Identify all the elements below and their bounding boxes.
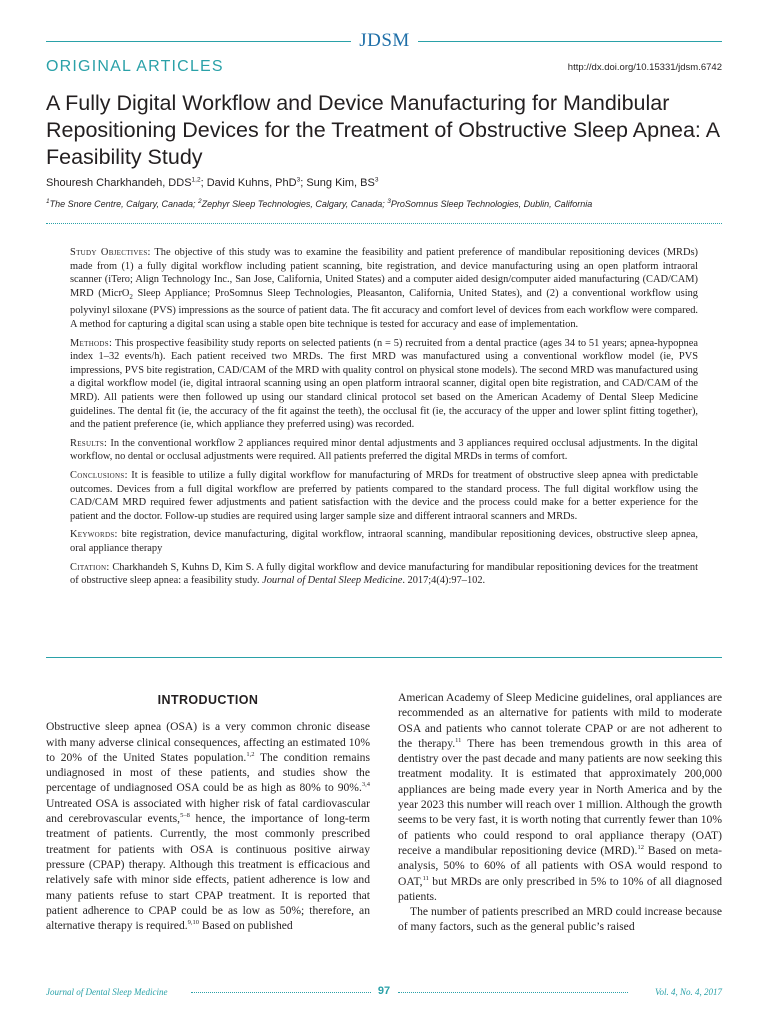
conclusions-text: It is feasible to utilize a fully digital workflow for manufacturing of MRDs for treatment of obstructive sleep apnea with predictable outcomes. Devices from a full digital workflow are preferred by patients compared to the standard process. The full digital workflow using the CAD/CAM MRD required fewer adjustments and patient satisfaction with the device and the process could make for a better experience for the patient and the doctor. Follow-up studies are required using larger sample size and different intraoral scanners and MRDs.	[70, 469, 698, 522]
affiliation-3-marker: 3	[387, 198, 391, 205]
abstract-methods	[70, 337, 698, 432]
objectives-text-cont: Sleep Appliance; ProSomnus Sleep Technologies, Pleasanton, California, United States), and (2) a conventional workflow using polyvinyl siloxane (PVS) impressions as the source of patient data. The fit accuracy and comfort level of devices from each workflow were compared. A method for capturing a digital scan using a stable open bite technique is tested for accuracy and ease of implementation.	[70, 287, 698, 331]
intro-paragraph-2: The number of patients prescribed an MRD could increase because of many factors, such as the general public’s raised	[398, 905, 722, 934]
affiliation-3: ProSomnus Sleep Technologies, Dublin, California	[390, 199, 593, 209]
abstract-keywords	[70, 528, 698, 555]
intro-p2-text: American Academy of Sleep Medicine guidelines, oral appliances are recommended as an alternative for patients with mild to moderate OSA and patients who cannot tolerate CPAP or are not adherent to the therapy.	[398, 691, 722, 750]
article-title: A Fully Digital Workflow and Device Manufacturing for Mandibular Repositioning Devices for the Treatment of Obstructive Sleep Apnea: A Feasibility Study	[46, 91, 719, 169]
affiliation-1-marker: 1	[46, 198, 50, 205]
journal-logo: JDSM	[359, 30, 410, 51]
header-rule-right	[418, 41, 722, 42]
section-label: ORIGINAL ARTICLES	[46, 58, 224, 75]
intro-p1-text: Untreated OSA is associated with higher risk of fatal cardiovascular and cerebrovascular events,	[46, 796, 370, 826]
citation-ref: 9,10	[187, 919, 200, 927]
doi-link[interactable]: http://dx.doi.org/10.15331/jdsm.6742	[567, 62, 722, 73]
citation-journal: Journal of Dental Sleep Medicine	[262, 575, 403, 587]
objectives-text: The objective of this study was to examine the feasibility and patient preference of mandibular repositioning devices (MRDs) made from (1) a fully digital workflow including patient scanning, bite registration, and device manufacturing using an open platform intraoral scanner (iTero; Align Technology Inc., San Jose, California, United States) and a computer aided design/computer aided manufacturing (CAD/CAM) MRD (MicrO	[70, 247, 698, 299]
page-number: 97	[377, 985, 391, 997]
intro-paragraph-1	[46, 719, 370, 933]
affiliation-2: Zephyr Sleep Technologies, Calgary, Canada;	[201, 199, 388, 209]
citation-label: Citation:	[70, 561, 110, 573]
author-3: Sung Kim, BS	[306, 177, 375, 189]
footer-rule-right	[398, 992, 628, 993]
keywords-label: Keywords:	[70, 529, 118, 541]
methods-label: Methods:	[70, 337, 113, 349]
abstract-results	[70, 437, 698, 464]
abstract-bottom-rule	[46, 657, 722, 658]
methods-text: This prospective feasibility study reports on selected patients (n = 5) recruited from a dental practice (ages 34 to 51 years; apnea-hypopnea index 1–32 events/h). Each patient received two MRDs. The first MRD was manufactured using a conventional workflow model (ie, PVS impressions, PVS bite registration, CAD/CAM of the MRD with quality control on physical stone models). The second MRD was manufactured using a digital workflow model (ie, digital intraoral scanning using an open platform intraoral scanner, digital open bite registration, and CAD/CAM of the MRD). All patients were then followed up using our standard clinical protocol set based on the American Academy of Dental Sleep Medicine guidelines. The dental fit (ie, the accuracy of the fit against the teeth), the occlusal fit (ie, the accuracy of the upper and lower splint fitting together), and the patient preference (ie, which appliance they preferred using) was recorded.	[70, 337, 698, 431]
citation-ref: 3,4	[361, 781, 370, 789]
body-column-left	[46, 690, 370, 933]
intro-p1-text: The condition remains undiagnosed in most of these patients, and studies show the percentage of undiagnosed OSA could be as high as 80% to 90%.	[46, 750, 370, 795]
intro-p2-text: but MRDs are only prescribed in 5% to 10% of all diagnosed patients.	[398, 874, 722, 903]
author-list	[46, 177, 378, 189]
citation-text-end: . 2017;4(4):97–102.	[402, 575, 486, 587]
affiliation-1: The Snore Centre, Calgary, Canada;	[49, 199, 199, 209]
intro-p1-text: hence, the importance of long-term treatment of patients. Currently, the most commonly prescribed treatment for patients with OSA is continuous positive airway pressure (CPAP) therapy. Although this treatment is efficacious and relatively safe with minor side effects, patient adherence is low and many patients refuse to start CPAP treatment. It is reported that patient adherence to CPAP could be as low as 50%; therefore, an alternative therapy is required.	[46, 812, 370, 933]
abstract-objectives	[70, 246, 698, 332]
intro-p1-text: Based on published	[199, 919, 293, 933]
page-footer	[46, 985, 722, 1001]
abstract-top-rule	[46, 223, 722, 224]
citation-ref: 11	[455, 737, 462, 745]
footer-journal-name: Journal of Dental Sleep Medicine	[46, 987, 168, 997]
affiliation-list	[46, 199, 592, 209]
abstract-body	[70, 246, 698, 593]
objectives-subscript: 2	[129, 292, 133, 301]
author-separator: ;	[300, 177, 307, 189]
intro-p1-text: Obstructive sleep apnea (OSA) is a very common chronic disease with many adverse clinical consequences, affecting an estimated 10% to 20% of the United States population.	[46, 720, 370, 764]
abstract-conclusions	[70, 469, 698, 523]
intro-p2-text: Based on meta-analysis, 50% to 60% of all patients with OSA would respond to OAT,	[398, 843, 723, 888]
citation-ref: 11	[422, 874, 429, 882]
results-label: Results:	[70, 437, 108, 449]
author-2-affil: 3	[296, 176, 301, 184]
abstract-box	[46, 223, 722, 658]
conclusions-label: Conclusions:	[70, 469, 128, 481]
intro-paragraph-1-cont	[398, 690, 722, 904]
affiliation-2-marker: 2	[198, 198, 202, 205]
objectives-label: Study Objectives:	[70, 247, 151, 258]
author-1-affil: 1,2	[191, 176, 201, 184]
citation-text: Charkhandeh S, Kuhns D, Kim S. A fully digital workflow and device manufacturing for mandibular repositioning devices for the treatment of obstructive sleep apnea: a feasibility study.	[70, 561, 698, 587]
footer-rule-left	[191, 992, 371, 993]
author-2: David Kuhns, PhD	[206, 177, 297, 189]
citation-ref: 12	[637, 844, 644, 852]
author-3-affil: 3	[374, 176, 379, 184]
footer-volume: Vol. 4, No. 4, 2017	[654, 987, 722, 997]
section-heading-introduction: INTRODUCTION	[157, 693, 259, 707]
header-rule-left	[46, 41, 351, 42]
journal-header	[46, 30, 722, 52]
citation-ref: 1,2	[246, 751, 255, 759]
abstract-citation	[70, 561, 698, 588]
author-separator: ;	[200, 177, 207, 189]
results-text: In the conventional workflow 2 appliances required minor dental adjustments and 3 appliances required occlusal adjustments. In the digital workflow, no dental or occlusal adjustments were required. All patients preferred the digital MRDs in terms of comfort.	[70, 437, 698, 463]
body-column-right	[398, 690, 722, 935]
citation-ref: 5–8	[180, 812, 190, 820]
intro-p2-text: There has been tremendous growth in this area of dentistry over the past decade and many patients are now seeking this treatment modality. It is estimated that approximately 200,000 appliances are being made every year in North America and by the year 2023 this number will reach over 1 million. Although the growth seems to be very fast, it is worth noting that currently fewer than 10% of patients who could respond to oral appliance therapy (OAT) receive a mandibular repositioning device (MRD).	[398, 736, 722, 857]
author-1: Shouresh Charkhandeh, DDS	[46, 177, 192, 189]
keywords-text: bite registration, device manufacturing, digital workflow, intraoral scanning, mandibular repositioning devices, obstructive sleep apnea, oral appliance therapy	[70, 529, 698, 554]
